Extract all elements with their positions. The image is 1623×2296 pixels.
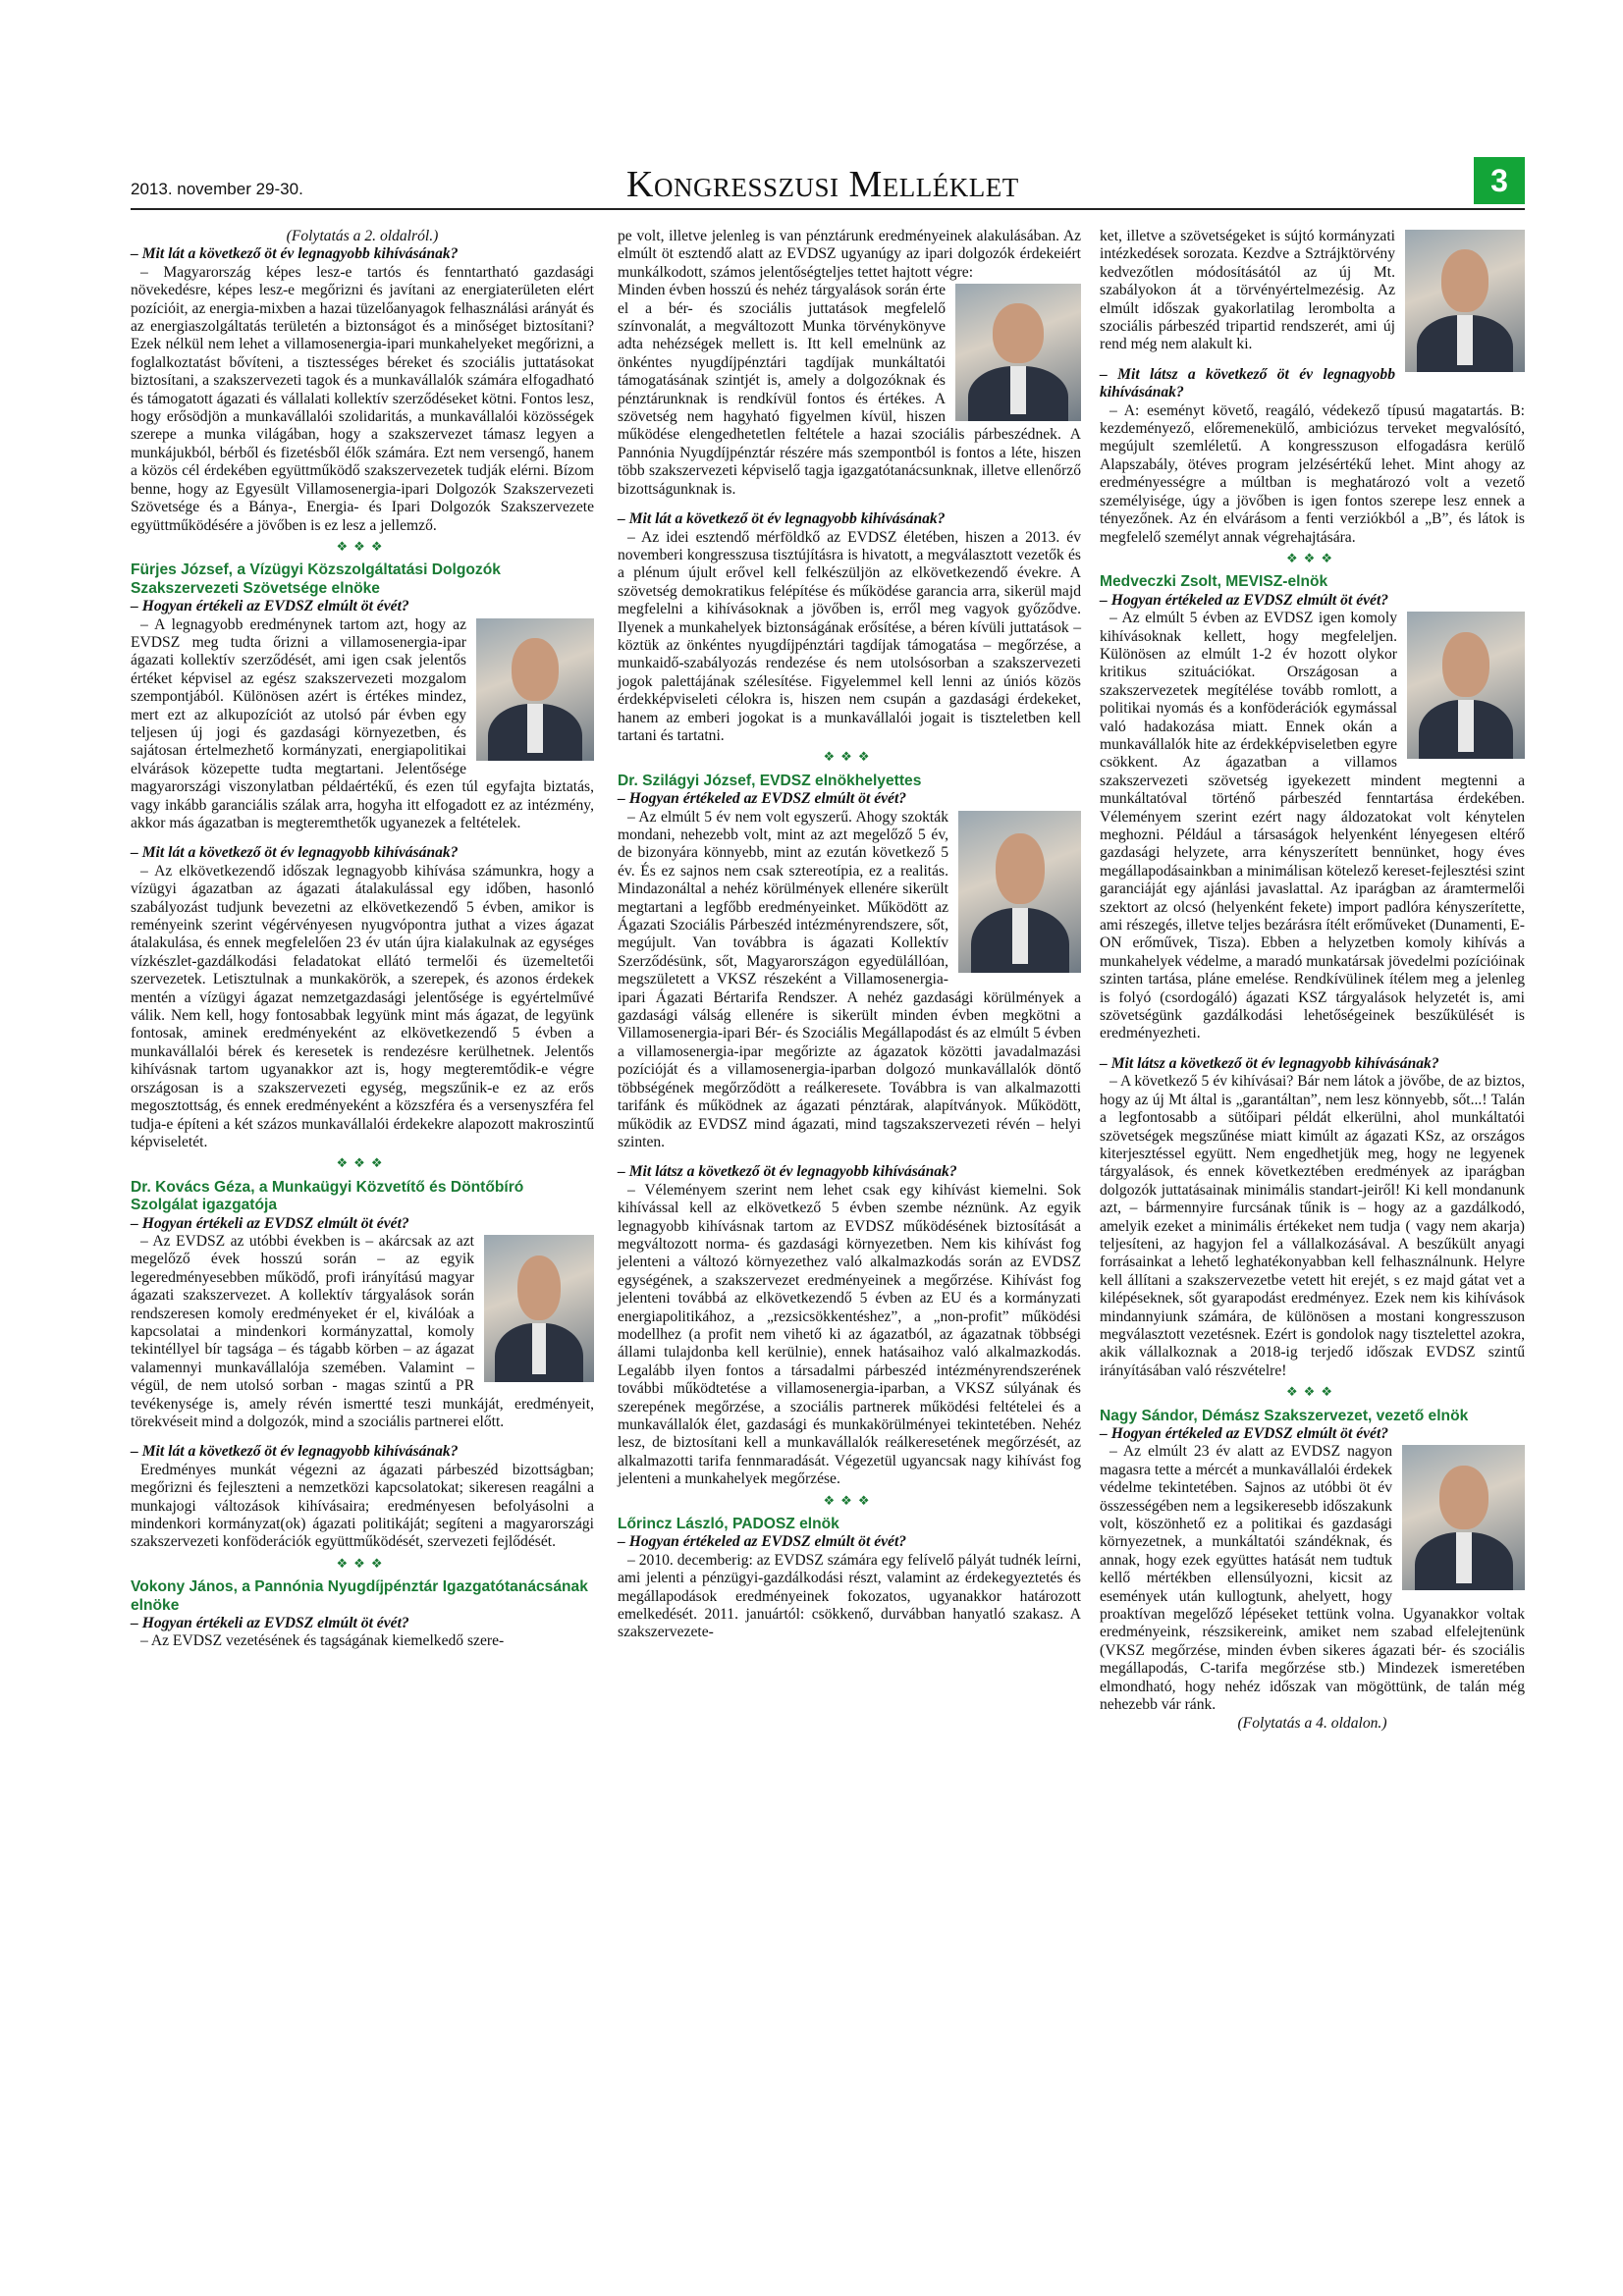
portrait-head [996,833,1045,905]
interview-question: – Hogyan értékeled az EVDSZ elmúlt öt évét? [618,790,907,808]
continuation-note: (Folytatás a 4. oldalon.) [1237,1714,1387,1732]
article-paragraph: – Az elkövetkezendő időszak legnagyobb kihívása számunkra, hogy a vízügyi ágazatban az ágazati átalakulással egy időben, hasonló szabályozást tudjunk bevezetni az elkövetkezendő 5 évben, amikor is reményeink szerint végérvényesen nyugvópontra juthat a vizes ágazat átalakulása, és ennek megfelelően 23 év után újra kialakulnak az egységes vízkészlet-gazdálkodási feladatokat ellátó termelői és üzemeltetői szervezetek. Letisztulnak a munkakörök, a szerepek, és azonos érdekek mentén a vízügyi ágazat nemzetgazdasági jelentősége is egyértelművé válik. Nem kell, hogy fontosabbak legyünk mint más ágazat, de legyünk fontosak, aminek eredményeként az elkövetkezendő 5 évben a munkavállalói bérek és keresetek is rendezésre kerülhetnek. Jelentős kihívásnak tartom ugyanakkor azt is, hogy megteremtődik-e végre országosan is a szakszervezeti egység, megszűnik-e ez az erős megosztottság, és ennek eredményeként a közszféra és a versenyszféra fel tudja-e építeni a két százos munkavállalói érdekekre alapozott makroszintű képviseletét. [131,862,594,1150]
page-header [131,165,1525,208]
interview-question: – Mit lát a következő öt év legnagyobb kihívásának? [131,844,459,862]
section-divider: ❖❖❖ [336,538,389,554]
column-left [131,228,594,1651]
section-divider: ❖❖❖ [336,1555,389,1571]
portrait-head [993,303,1043,364]
interviewee-name: Fürjes József, a Vízügyi Közszolgáltatási Dolgozók Szakszervezeti Szövetsége elnöke [131,561,501,597]
interview-question: – Mit lát a következő öt év legnagyobb kihívásának? [131,245,459,263]
portrait-body [971,908,1069,973]
portrait-head [517,1255,562,1320]
interviewee-name: Nagy Sándor, Démász Szakszervezet, vezető elnök [1100,1407,1469,1424]
portrait-photo [1405,230,1525,372]
portrait-body [1419,700,1513,759]
interview-question: – Mit lát a következő öt év legnagyobb kihívásának? [131,1443,459,1461]
page-number-badge: 3 [1474,157,1525,204]
article-paragraph: – Az EVDSZ az utóbbi években is – akárcsak az azt megelőző évek hosszú során – az egyik legeredményesebben működő, profi irányítású magyar ágazati szakszervezet. A kollektív tárgyalások során rendszeresen komoly eredményeket ér el, kiválóak a kapcsolatai a mindenkori kormányzattal, komoly tekintéllyel bír tagsága – és tágabb körben – az ágazat valamennyi munkavállalója szemében. Valamint – végül, de nem utolsó sorban - magas szintű a PR tevékenysége is, amely révén ismertté teszi munkáját, eredményeit, törekvéseit mind a dolgozók, mind a szociális partnerei előtt. [131,1232,594,1430]
issue-date: 2013. november 29-30. [131,180,303,198]
interview-question: – Mit lát a következő öt év legnagyobb kihívásának? [618,510,946,528]
portrait-head [512,638,559,701]
portrait-photo [1402,1445,1525,1590]
article-paragraph: – 2010. decemberig: az EVDSZ számára egy felívelő pályát tudnék leírni, ami jelenti a pénzügyi-gazdálkodási részt, valamint az érdekegyeztetés és megállapodások eredményeinek fokozatos, ugyanakkor határozott emelkedését. 2011. januártól: csökkenő, durvábban hanyatló szakasz. A szakszervezete- [618,1551,1081,1641]
header-rule [131,208,1525,210]
interviewee-name: Vokony János, a Pannónia Nyugdíjpénztár Igazgatótanácsának elnöke [131,1578,588,1614]
portrait-body [1415,1532,1513,1590]
portrait-head [1441,249,1489,312]
article-paragraph: ket, illetve a szövetségeket is sújtó kormányzati intézkedések sorozata. Kezdve a Sztrájktörvény kedvezőtlen módosításától az új Mt. szabályokon át a törvényértelmezésig. Az elmúlt időszak gyakorlatilag lerombolta a szociális párbeszéd tripartid rendszerét, ami új rend még nem alakult ki. [1100,228,1395,353]
interviewee-name: Dr. Szilágyi József, EVDSZ elnökhelyettes [618,772,922,789]
portrait-photo [484,1235,594,1382]
article-paragraph: – Az EVDSZ vezetésének és tagságának kiemelkedő szere- [140,1632,505,1650]
article-paragraph: – A: eseményt követő, reagáló, védekező típusú magatartás. B: kezdeményező, előremenekülő, ambiciózus terveket megvalósító, megújult szemléletű. A kongresszuson elfogadásra kerülő Alapszabály, ötéves program jelzésértékű lehet. Mint ahogy az eredményességre a múltban is meghatározó volt a vezető személyisége, úgy a jövőben is igen fontos szerepe lesz ennek a tényezőnek. Az én elvárásom a fenti verziókból a „B”, és látok is megfelelő személyt annak végrehajtására. [1100,401,1525,546]
section-divider: ❖❖❖ [1286,1384,1338,1400]
section-divider: ❖❖❖ [336,1155,389,1171]
article-paragraph: pe volt, illetve jelenleg is van pénztárunk eredményeinek alakulásában. Az elmúlt öt esztendő alatt az EVDSZ ugyanúgy az ipari dolgozók érdekeiért munkálkodott, számos jelentőségteljes tettet hajtott végre: [618,228,1081,281]
article-paragraph: – Az elmúlt 5 év nem volt egyszerű. Ahogy szokták mondani, nehezebb volt, mint az azt megelőző 5 év, de bizonyára könnyebb, mint az ezután következő 5 év. És ez sajnos nem csak sztereotípia, ez a realitás. Mindazonáltal a nehéz körülmények ellenére sikerült megtartani a legfőbb eredményeinket. Működött az Ágazati Szociális Párbeszéd intézményrendszere, sőt, megújult. Van továbbra is ágazati Kollektív Szerződésünk, sőt, Magyarországon egyedülállóan, megszületett a VKSZ részeként a Villamosenergia-ipari Ágazati Bértarifa Rendszer. A nehéz gazdasági körülmények a gazdasági válság ellenére is sikerült minden évben megkötni a Villamosenergia-ipari Bér- és Szociális Megállapodást és az elmúlt 5 évben a villamosenergia-ipar megőrizte az ágazatok közötti javadalmazási pozícióját és a villamosenergia-iparban dolgozó munkavállalók döntő többségének megőrződött a reálkeresete. Továbbra is van alkalmazotti tarifánk és működnek az ágazati pénztárak, alapítványok. Működött, működik az EVDSZ mind ágazati, mind tagszakszervezeti révén – helyi szinten. [618,808,1081,1150]
portrait-photo [1407,612,1525,759]
interview-question: – Hogyan értékeled az EVDSZ elmúlt öt évét? [1100,591,1389,609]
portrait-photo [955,284,1081,421]
interview-question: – Hogyan értékeled az EVDSZ elmúlt öt évét? [1100,1425,1389,1442]
portrait-body [488,704,582,761]
article-paragraph: – A legnagyobb eredménynek tartom azt, hogy az EVDSZ meg tudta őrizni a villamosenergia-ipar ágazati kollektív szerződését, ami igen csak jelentős értéket képvisel az egész szakszervezeti mozgalom szempontjából. Különösen azért is értékes mindez, mert ezt az alkupozíciót az utolsó pár évben egy teljesen új jogi és gazdasági környezetben, és sajátosan értelmezhető kormányzati, energiapolitikai elvárások közepette tudta megtartani. Jelentősége magyarországi viszonylatban példaértékű, és ezen túl egyfajta biztatás, vagy inkább garanciális szálak arra, hogyha itt elfogadott ez az intézmény, akkor más ágazatban is megteremthetők ugyanezek a feltételek. [131,615,594,831]
portrait-body [495,1323,583,1382]
article-paragraph: Minden évben hosszú és nehéz tárgyalások során érte el a bér- és szociális juttatások megfelelő színvonalát, a megváltozott Munka törvénykönyve adta nehézségek mellett is. Itt kell emelnünk az önkéntes nyugdíjpénztári tagdíjak munkáltatói támogatásának szintjét is, amely a dolgozóknak és pénztárunknak is rendkívül fontos és értékes. A szövetség nem hagyható figyelmen kívül, hiszen működése elengedhetetlen feltétele a hazai szociális párbeszédnek. A Pannónia Nyugdíjpénztár részére más szempontból is fontos a léte, hiszen több szakszervezeti képviselő tagja igazgatótanácsunknak, illetve ellenőrző bizottságunknak is. [618,282,1081,498]
publication-title: Kongresszusi Melléklet [626,164,1019,205]
portrait-head [1439,1466,1488,1529]
continuation-note: (Folytatás a 2. oldalról.) [286,228,439,244]
interview-question: – Hogyan értékeli az EVDSZ elmúlt öt évét? [131,1214,409,1232]
interviewee-name: Dr. Kovács Géza, a Munkaügyi Közvetítő és Döntőbíró Szolgálat igazgatója [131,1178,524,1214]
interview-question: – Hogyan értékeled az EVDSZ elmúlt öt évét? [618,1533,907,1551]
interview-question: – Hogyan értékeli az EVDSZ elmúlt öt évét? [131,1615,409,1632]
article-paragraph: – Az idei esztendő mérföldkő az EVDSZ életében, hiszen a 2013. év novemberi kongresszusa tisztújításra is hivatott, a megválasztott vezetők és a plénum újult erővel kell felkészüljön az elkövetkezendő évekre. A szövetség demokratikus felépítése és működése garancia arra, sikerül majd megfelelni a kihívásoknak a jövőben is, erről meg vagyok győződve. Ilyenek a munkahelyek biztonságának erősítése, a béren kívüli juttatások – köztük az önkéntes nyugdíjpénztári tagdíjak támogatása – megőrzése, a munkaidő-szabályozás rendezése és nem utolsósorban a szakszervezeti jogok palettájának szélesítése. Figyelemmel kell lenni az úniós közös érdekképviseleti célokra is, hiszen nem csupán a gazdasági érdekeket, hanem az emberi jogokat is a munkavállalói jogait is tiszteletben kell tartani és tartatni. [618,528,1081,744]
interview-question: – Mit látsz a következő öt év legnagyobb kihívásának? [1100,1054,1439,1072]
section-divider: ❖❖❖ [823,1492,876,1508]
article-paragraph: – A következő 5 év kihívásai? Bár nem látok a jövőbe, de az biztos, hogy az új Mt által is „garantáltan”, nem lesz könnyebb, sőt...! Talán a legfontosabb a sütőipari példát elkerülni, ahol munkáltatói szövetségek megszűnése miatt kimúlt az ágazati KSz, az országos kiterjesztéssel együtt. Nem engedhetjük meg, hogy ne legyenek tárgyalások, és ennek következtében eredmények az iparágban dolgozók juttatásainak minimális standart-jeiről! Ki kell mondanunk azt, – bármennyire furcsának tűnik is – hogy az a gazdálkodó, amelyik ezeket a minimális értékeket nem tudja ( vagy nem akarja) teljesíteni, az hagyjon fel a vállalkozásával. A beszűkült anyagi forrásainkat a lehető leghatékonyabban kell felhasználnunk. Helyre kell állítani a szakszervezetbe vetett hit erejét, s ez majd gátat vet a kilépéseknek, sőt gyarapodást eredményez. Ezek nem kis kihívások mindannyiunk számára, de különösen a mostani kongresszuson megválasztott vezetésnek. Ezért is gondolok nagy tisztelettel azokra, akik vállalkoznak a 2018-ig terjedő időszak EVDSZ szintű irányításában való részvételre! [1100,1073,1525,1379]
section-divider: ❖❖❖ [1286,550,1338,565]
section-divider: ❖❖❖ [823,749,876,765]
interviewee-name: Medveczki Zsolt, MEVISZ-elnök [1100,573,1328,591]
article-paragraph: – Az elmúlt 5 évben az EVDSZ igen komoly kihívásoknak kellett, hogy megfeleljen. Különösen az elmúlt 1-2 év hozott olykor kritikus szituációkat. Országosan a szakszervezetek megítélése tovább romlott, a politikai nyomás és a konföderációk egymással való hadakozása miatt. Ennek okán a munkavállalók hite az érdekképviseletben egyre csökkent. Az ágazatban a villamos szakszervezeti szövetség igyekezett mindent megtenni a munkáltatóval történő párbeszéd fenntartása érdekében. Véleményem szerint ezért nagy áldozatokat volt kénytelen meghozni. Például a társaságok helyenként lényegesen eltérő gazdasági helyzete, arra kényszerített bennünket, hogy éves megállapodásainkban a minimálisan kötelező kereset-fejlesztési szint garanciáját egy ajánlási javaslattal. Az iparágban az áramtermelői szektort az olcsó (helyenként fekete) import padlóra kényszerítette, ami részegés, illetve teljes bezárásra ítélt erőműveket (Dunamenti, E-ON erőművek, Tisza). Ebben a helyzetben komoly kihívás a munkahelyek védelme, a maradó munkatársak jövedelmi pozícióinak szinten tartása, pláne emelése. Rendkívülinek ítélem meg a jelenleg is folyó (csordogáló) ágazati KSZ tárgyalások helyzetét is, ami szövetségünk gazdálkodási lehetőségeinek beszűkülését is eredményezheti. [1100,610,1525,1042]
portrait-body [1417,315,1513,372]
column-middle [618,228,1081,1642]
interview-question: – Hogyan értékeli az EVDSZ elmúlt öt évét? [131,598,409,615]
portrait-head [1442,632,1489,697]
article-paragraph: – Véleményem szerint nem lehet csak egy kihívást kiemelni. Sok kihívással kell az elkövetkező 5 évben szembe néznünk. Az egyik legnagyobb kihívásnak tartom az EVDSZ működésének biztosítását a megváltozott norma- és gazdasági környezetben. Nem kis kihívást fog jelenteni a változó környezethez való alkalmazkodás során az EVDSZ egységének, a szakszervezet eredményeinek a megőrzése. Kihívást fog jelenteni továbbá az elkövetkezendő 5 évben az EU és a kormányzati energiapolitikához, a „rezsicsökkentéshez”, a „non-profit” működési modellhez (a profit nem vihető ki az ágazatból, az ágazatnak többségi állami tulajdonba kell kerülnie), ennek hatásaihoz való alkalmazkodás. Legalább ilyen fontos a társadalmi párbeszéd intézményrendszerének további működtetése a villamosenergia-iparban, a VKSZ súlyának és szerepének megőrzése, a szociális partnerek működési feltételei és a munkavállalók élet, gazdasági és munkakörülményei tekintetében. Nehéz lesz, de biztosítani kell a munkavállalók reálkeresetének megőrzését, az alkalmazotti tarifa fennmaradását. Végezetül ugyancsak nagy kihívást fog jelenteni a munkahelyek megőrzése. [618,1181,1081,1488]
article-paragraph: Eredményes munkát végezni az ágazati párbeszéd bizottságban; megőrizni és fejleszteni a nemzetközi kapcsolatokat; sikeresen reagálni a munkajogi változások kihívásaira; eredményesen befolyásolni a mindenkori kormányzat(ok) ágazati politikáját; segíteni a magyarországi szakszervezeti konföderációk együttműködését, szervezeti fejlődését. [131,1461,594,1551]
article-paragraph: – Az elmúlt 23 év alatt az EVDSZ nagyon magasra tette a mércét a munkavállalói érdekek védelme tekintetében. Sajnos az utóbbi öt év összességében nem a legsikeresebb időszakunk volt, köszönhető ez a politikai és gazdasági környezetnek, a munkáltatói szándéknak, és annak, hogy ezek együttes hatását nem tudtuk kellő mértékben ellensúlyozni, kicsit az események után kullogtunk, ahelyett, hogy proaktívan megelőző lépéseket tettünk volna. Ugyanakkor voltak eredményeink, részsikereink, amiket nem szabad elfelejtenünk (VKSZ megőrzése, minden évben sikeres ágazati bér- és szociális megállapodás, C-tarifa megőrzése stb.) Mindezek ismeretében elmondható, hogy nehéz időszak van mögöttünk, de talán még nehezebb vár ránk. [1100,1443,1525,1714]
portrait-photo [958,811,1081,973]
article-paragraph: – Magyarország képes lesz-e tartós és fenntartható gazdasági növekedésre, képes lesz-e megőrizni és javítani az energiaterületen elért pozícióit, az energia-mixben a hazai tüzelőanyagok felhasználási arányát és az energiaszolgáltatás területén a biztonságot és a minőséget biztosítani? Ezek nélkül nem lehet a villamosenergia-ipari munkahelyeket megőrizni, a foglalkoztatást bővíteni, a tisztességes béreket és szociális juttatásokat biztosítani, a szakszervezeti tagok és a munkavállalók számára elfogadható és támogatott ágazati és vállalati kollektív szerződéseket kötni. Fontos lesz, hogy erősödjön a munkavállalói szolidaritás, a munkavállalói közösségek szerepe a munka világában, hogy a szakszervezet támasz legyen a munkájukból, bérből és fizetésből élők számára. Ezt nem versengő, hanem a közös cél érdekében együttműködő szakszervezetek tudják elérni. Bízom benne, hogy az Egyesült Villamosenergia-ipari Dolgozók Szakszervezeti Szövetsége és a Bánya-, Energia- és Ipari Dolgozók Szakszervezete együttműködésére a jövőben is ez lesz a jellemző. [131,263,594,534]
interview-question: – Mit látsz a következő öt év legnagyobb kihívásának? [618,1163,957,1181]
column-right [1100,228,1525,1733]
interview-question: – Mit látsz a következő öt év legnagyobb kihívásának? [1100,365,1395,401]
interviewee-name: Lőrincz László, PADOSZ elnök [618,1516,839,1533]
portrait-body [968,366,1068,421]
portrait-photo [476,618,594,761]
